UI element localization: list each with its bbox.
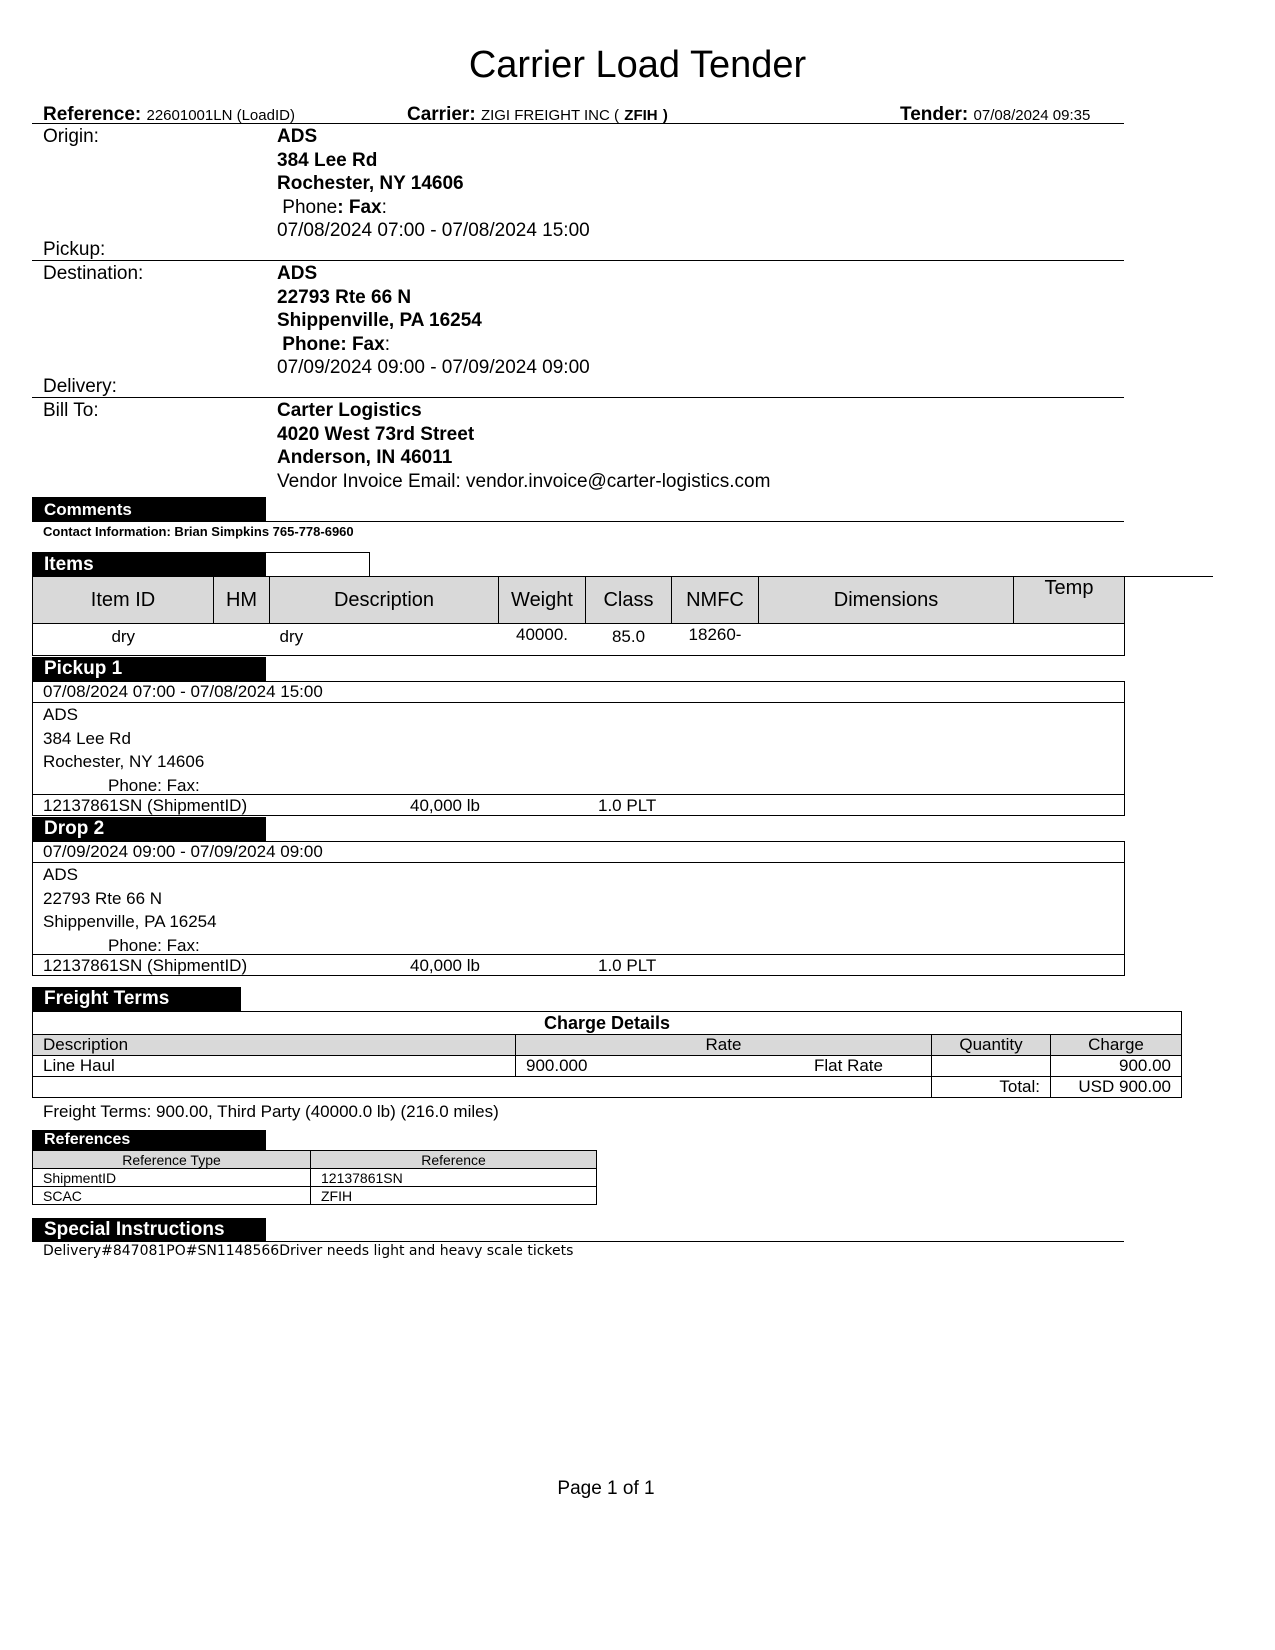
drop2-header: Drop 2: [32, 817, 266, 841]
drop2-name: ADS: [43, 865, 78, 884]
bill-to-email: Vendor Invoice Email: vendor.invoice@carter-logistics.com: [277, 470, 771, 492]
special-instructions-text: Delivery#847081PO#SN1148566Driver needs light and heavy scale tickets: [43, 1243, 574, 1259]
special-instructions-divider: [266, 1241, 1124, 1242]
ref-col-type: Reference Type: [33, 1151, 311, 1169]
carrier-close: ): [662, 107, 668, 124]
item-nmfc-cell: 18260-: [672, 624, 759, 656]
charge-line-description: Line Haul: [33, 1056, 516, 1077]
pickup1-shipment-box: [32, 794, 1125, 816]
origin-divider: [32, 260, 1124, 261]
origin-name: ADS: [277, 126, 318, 147]
item-dimensions-cell: [759, 624, 1014, 656]
origin-window: 07/08/2024 07:00 - 07/08/2024 15:00: [277, 220, 590, 241]
comments-header: Comments: [32, 497, 266, 522]
pickup1-address: [33, 703, 1124, 797]
table-row: [33, 624, 1125, 656]
reference-label: Reference:: [43, 104, 142, 125]
pickup1-shipment: 12137861SN (ShipmentID): [43, 796, 248, 815]
pickup1-address-box: [32, 702, 1125, 795]
destination-address: [277, 262, 590, 380]
pickup1-window: 07/08/2024 07:00 - 07/08/2024 15:00: [43, 682, 323, 701]
references-header-row: [33, 1151, 597, 1169]
tender-value: 07/08/2024 09:35: [973, 107, 1091, 124]
charge-col-charge: Charge: [1051, 1035, 1182, 1056]
destination-window: 07/09/2024 09:00 - 07/09/2024 09:00: [277, 357, 590, 378]
special-instructions-header: Special Instructions: [32, 1218, 266, 1242]
pickup1-name: ADS: [43, 705, 78, 724]
items-header-row: [33, 577, 1125, 624]
charge-header-row: [33, 1035, 1182, 1056]
comments-text: Contact Information: Brian Simpkins 765-778-6960: [43, 524, 354, 539]
table-row: [33, 1169, 597, 1187]
references-header: References: [32, 1130, 266, 1150]
carrier-scac: ZFIH: [624, 107, 658, 124]
destination-phone-fax: [277, 333, 590, 357]
ref-value-cell: 12137861SN: [311, 1169, 597, 1187]
page-number: Page 1 of 1: [557, 1478, 655, 1499]
comments-divider: [266, 521, 1124, 522]
col-description: Description: [270, 577, 499, 624]
drop2-city: Shippenville, PA 16254: [43, 912, 217, 931]
delivery-label: Delivery:: [43, 376, 117, 397]
ref-type-cell: ShipmentID: [33, 1169, 311, 1187]
page-title: Carrier Load Tender: [468, 44, 807, 86]
drop2-weight: 40,000 lb: [410, 956, 480, 975]
drop2-window-box: [32, 841, 1125, 863]
destination-phone-label: Phone: Fax: [282, 333, 385, 355]
charge-total-value: USD 900.00: [1051, 1077, 1182, 1098]
items-header-box: [265, 552, 370, 577]
charge-total-spacer: [33, 1077, 932, 1098]
freight-terms-line: Freight Terms: 900.00, Third Party (40000.0 lb) (216.0 miles): [43, 1102, 499, 1121]
drop2-shipment: 12137861SN (ShipmentID): [43, 956, 248, 975]
col-weight: Weight: [499, 577, 586, 624]
charge-line-rate-type: Flat Rate: [766, 1056, 932, 1077]
item-weight-cell: 40000.: [499, 624, 586, 656]
tender-label: Tender:: [900, 104, 969, 125]
references-table: [32, 1150, 597, 1205]
pickup1-street: 384 Lee Rd: [43, 728, 131, 748]
pickup1-city: Rochester, NY 14606: [43, 752, 205, 771]
pickup1-qty: 1.0 PLT: [598, 796, 657, 815]
ref-type-cell: SCAC: [33, 1187, 311, 1205]
destination-city: Shippenville, PA 16254: [277, 310, 482, 331]
bill-to-street: 4020 West 73rd Street: [277, 423, 475, 445]
drop2-phone-fax: Phone: Fax:: [108, 935, 200, 955]
origin-address: [277, 125, 590, 243]
pickup-label: Pickup:: [43, 239, 106, 260]
charge-line-rate: 900.000: [516, 1056, 767, 1077]
carrier-label: Carrier:: [407, 104, 476, 125]
item-id-cell: dry: [33, 624, 214, 656]
origin-street: 384 Lee Rd: [277, 149, 378, 171]
destination-street: 22793 Rte 66 N: [277, 286, 412, 308]
col-temp: Temp: [1014, 577, 1125, 624]
ref-col-reference: Reference: [311, 1151, 597, 1169]
item-description-cell: dry: [270, 624, 499, 656]
origin-phone-fax: [277, 196, 590, 220]
pickup1-phone-fax: Phone: Fax:: [108, 775, 200, 795]
drop2-qty: 1.0 PLT: [598, 956, 657, 975]
origin-city: Rochester, NY 14606: [277, 173, 464, 194]
item-hm-cell: [214, 624, 270, 656]
col-class: Class: [586, 577, 672, 624]
charge-total-label: Total:: [932, 1077, 1051, 1098]
destination-name: ADS: [277, 263, 318, 284]
pickup1-window-box: [32, 681, 1125, 703]
origin-fax-label: : Fax: [337, 196, 382, 218]
destination-divider: [32, 397, 1124, 398]
charge-line-quantity: [932, 1056, 1051, 1077]
destination-label: Destination:: [43, 263, 144, 284]
item-temp-cell: [1014, 624, 1125, 656]
header-divider: [32, 123, 1124, 124]
table-row: [33, 1056, 1182, 1077]
drop2-address-box: [32, 862, 1125, 955]
col-nmfc: NMFC: [672, 577, 759, 624]
col-hm: HM: [214, 577, 270, 624]
items-header: Items: [32, 552, 266, 577]
charge-details-title: Charge Details: [33, 1012, 1182, 1035]
charge-col-description: Description: [33, 1035, 516, 1056]
bill-to-label: Bill To:: [43, 400, 99, 421]
destination-fax-colon: :: [384, 333, 390, 355]
origin-phone-label: Phone: [282, 196, 338, 218]
freight-terms-header: Freight Terms: [32, 987, 241, 1011]
charge-col-quantity: Quantity: [932, 1035, 1051, 1056]
ref-value-cell: ZFIH: [311, 1187, 597, 1205]
drop2-shipment-box: [32, 954, 1125, 976]
charge-line-charge: 900.00: [1051, 1056, 1182, 1077]
origin-fax-colon: :: [381, 196, 387, 218]
bill-to-city: Anderson, IN 46011: [277, 447, 453, 468]
items-table: [32, 576, 1125, 656]
drop2-window: 07/09/2024 09:00 - 07/09/2024 09:00: [43, 842, 323, 861]
table-row: [33, 1187, 597, 1205]
col-dimensions: Dimensions: [759, 577, 1014, 624]
drop2-street: 22793 Rte 66 N: [43, 888, 163, 908]
origin-label: Origin:: [43, 126, 99, 147]
charge-title-row: [33, 1012, 1182, 1035]
pickup1-header: Pickup 1: [32, 657, 266, 681]
col-item-id: Item ID: [33, 577, 214, 624]
bill-to-name: Carter Logistics: [277, 400, 422, 421]
carrier-value: ZIGI FREIGHT INC (: [480, 107, 619, 124]
charge-total-row: [33, 1077, 1182, 1098]
reference-value: 22601001LN (LoadID): [146, 107, 295, 124]
item-class-cell: 85.0: [586, 624, 672, 656]
charge-col-rate: Rate: [516, 1035, 932, 1056]
bill-to-address: [277, 399, 770, 493]
pickup1-weight: 40,000 lb: [410, 796, 480, 815]
drop2-address: [33, 863, 1124, 957]
charge-details-table: [32, 1011, 1182, 1098]
